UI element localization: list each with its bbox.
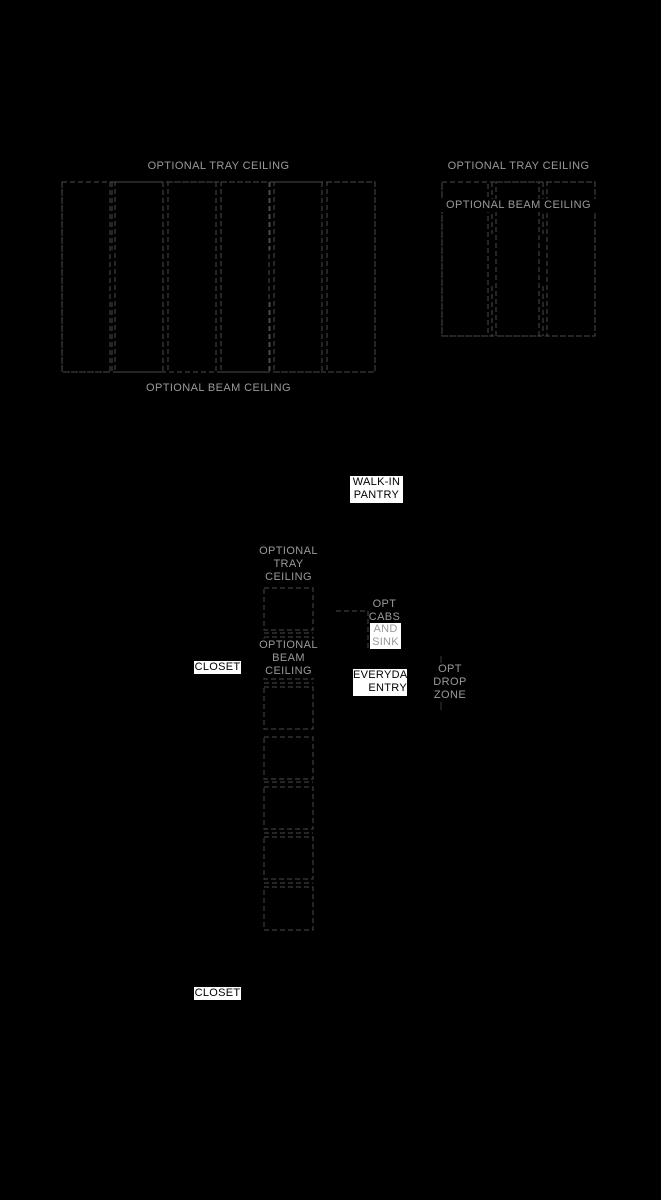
- top-left-ceiling-panel: [62, 182, 375, 372]
- mid-beam-ceiling-label: OPTIONAL BEAM CEILING: [252, 639, 325, 678]
- opt-cabs-label: OPT CABS: [368, 598, 401, 623]
- closet-lower-tag: CLOSET: [194, 987, 241, 999]
- mid-tray-ceiling-label: OPTIONAL TRAY CEILING: [259, 545, 318, 583]
- closet-upper-tag: CLOSET: [194, 661, 241, 673]
- opt-drop-zone-label: OPT DROP ZONE: [428, 663, 472, 702]
- cabinet-connector: [336, 611, 368, 648]
- top-left-beam-label: OPTIONAL BEAM CEILING: [146, 382, 291, 394]
- and-sink-tag: AND SINK: [370, 623, 401, 649]
- top-right-tray-label: OPTIONAL TRAY CEILING: [447, 160, 590, 172]
- top-left-tray-label: OPTIONAL TRAY CEILING: [147, 160, 290, 172]
- walk-in-pantry-tag: WALK-IN PANTRY: [350, 476, 403, 503]
- everyday-entry-tag: EVERYDAY ENTRY: [353, 669, 415, 694]
- top-right-beam-label: OPTIONAL BEAM CEILING: [438, 199, 599, 212]
